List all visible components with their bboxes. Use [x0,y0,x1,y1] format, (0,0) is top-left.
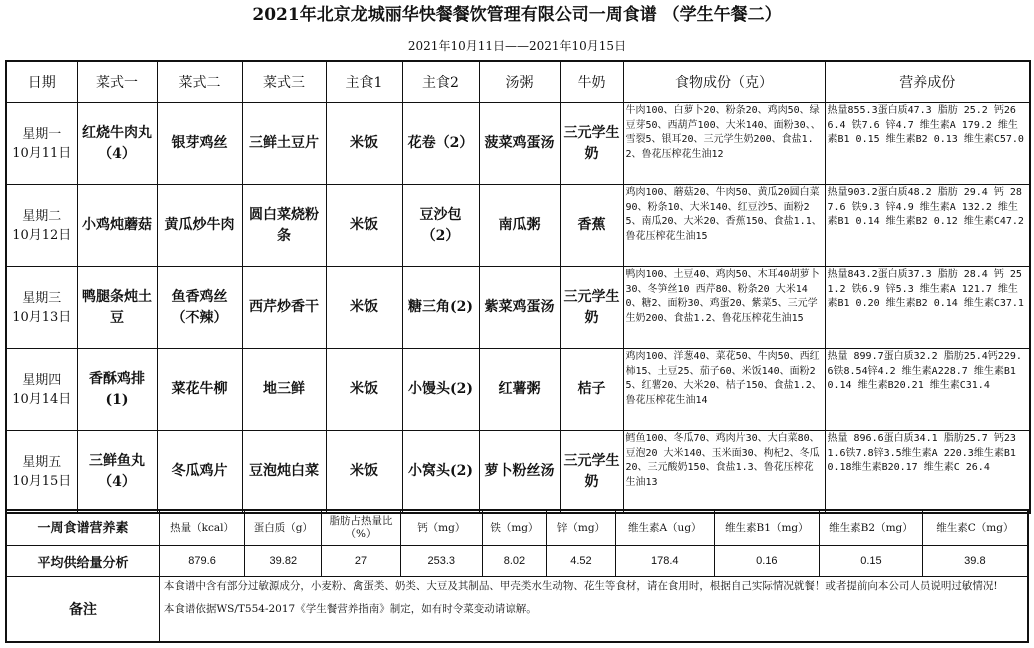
soup-cell: 紫菜鸡蛋汤 [479,267,560,349]
day-name: 星期五 [22,454,62,470]
summary-header: 维生素B1（mg） [714,510,820,546]
header-milk: 牛奶 [560,61,623,103]
header-staple2: 主食2 [402,61,479,103]
date-range: 2021年10月11日——2021年10月15日 [407,39,627,53]
table-row [6,431,1030,514]
nutrition-cell: 热量843.2蛋白质37.3 脂肪 28.4 钙 251.2 铁6.9 锌5.3 维生素A 121.7 维生素B1 0.20 维生素B2 0.14 维生素C37.1 [825,267,1030,349]
header-dish1: 菜式一 [77,61,157,103]
staple2-cell: 小馒头(2) [402,349,479,431]
soup-cell: 红薯粥 [479,349,560,431]
soup-cell: 南瓜粥 [479,185,560,267]
summary-header: 热量（kcal） [159,510,244,546]
summary-value: 178.4 [616,546,715,577]
notes-row [6,577,1028,643]
header-ingredients: 食物成份（克） [623,61,825,103]
staple2-cell: 糖三角(2) [402,267,479,349]
summary-value: 8.02 [482,546,546,577]
summary-header: 维生素B2（mg） [820,510,923,546]
notes-label: 备注 [6,577,159,643]
ingredients-cell: 鸭肉100、土豆40、鸡肉50、木耳40胡萝卜30、冬笋丝10 西芹80、粉条20 大米140、糖2、面粉30、鸡蛋20、紫菜5、三元学生奶200、食盐1.2、鲁花压榨花生油15 [623,267,825,349]
nutrition-cell: 热量 899.7蛋白质32.2 脂肪25.4钙229.6铁8.54锌4.2 维生素A228.7 维生素B10.14 维生素B20.21 维生素C31.4 [825,349,1030,431]
header-dish2: 菜式二 [157,61,242,103]
dish1-cell: 香酥鸡排(1) [77,349,157,431]
ingredients-cell: 牛肉100、白萝卜20、粉条20、鸡肉50、绿豆芽50、西葫芦100、大米140、面粉30、、雪裂5、银耳20、三元学生奶200、食盐1.2、鲁花压榨花生油12 [623,103,825,185]
dish2-cell: 菜花牛柳 [157,349,242,431]
nutrition-cell: 热量903.2蛋白质48.2 脂肪 29.4 钙 287.6 铁9.3 锌4.9 维生素A 132.2 维生素B1 0.14 维生素B2 0.12 维生素C47.2 [825,185,1030,267]
allergen-note: 本食谱中含有部分过敏源成分，小麦粉、禽蛋类、奶类、大豆及其制品、甲壳类水生动物、花生等食材，请在食用时，根据自己实际情况就餐！或者提前向本公司人员说明过敏情况! [163,580,998,592]
header-dish3: 菜式三 [242,61,326,103]
summary-value: 879.6 [159,546,244,577]
dish2-cell: 冬瓜鸡片 [157,431,242,514]
staple1-cell: 米饭 [326,185,402,267]
day-date: 10月14日 [12,391,72,407]
nutrition-summary-table [5,509,1029,643]
dish1-cell: 红烧牛肉丸（4） [77,103,157,185]
staple1-cell: 米饭 [326,267,402,349]
notes-content [159,577,1028,643]
dish2-cell: 银芽鸡丝 [157,103,242,185]
day-cell [6,267,77,349]
table-row [6,267,1030,349]
table-row [6,103,1030,185]
dish1-cell: 鸭腿条炖土豆 [77,267,157,349]
summary-header: 维生素C（mg） [922,510,1028,546]
ingredients-cell: 鳕鱼100、冬瓜70、鸡肉片30、大白菜80、豆泡20 大米140、玉米面30、枸杞2、冬瓜20、三元酸奶150、食盐1.3、鲁花压榨花生油13 [623,431,825,514]
day-cell [6,349,77,431]
milk-cell: 桔子 [560,349,623,431]
summary-header: 维生素A（ug） [616,510,715,546]
table-row [6,185,1030,267]
header-staple1: 主食1 [326,61,402,103]
day-cell [6,431,77,514]
summary-header-row [6,510,1028,546]
menu-header-row [6,61,1030,103]
dish3-cell: 三鲜土豆片 [242,103,326,185]
nutrition-cell: 热量 896.6蛋白质34.1 脂肪25.7 钙231.6铁7.8锌3.5维生素A 220.3维生素B1 0.18维生素B20.17 维生素C 26.4 [825,431,1030,514]
day-date: 10月13日 [12,309,72,325]
staple2-cell: 花卷（2） [402,103,479,185]
staple1-cell: 米饭 [326,431,402,514]
staple2-cell: 小窝头(2) [402,431,479,514]
day-name: 星期三 [22,290,62,306]
summary-label-top: 一周食谱营养素 [6,510,159,546]
day-name: 星期二 [22,208,62,224]
ingredients-cell: 鸡肉100、蘑菇20、牛肉50、黄瓜20圆白菜90、粉条10、大米140、红豆沙5、面粉25、南瓜20、大米20、香蕉150、食盐1.1、鲁花压榨花生油15 [623,185,825,267]
milk-cell: 香蕉 [560,185,623,267]
day-name: 星期四 [22,372,62,388]
weekly-menu-table [5,60,1031,514]
dish1-cell: 小鸡炖蘑菇 [77,185,157,267]
summary-value: 4.52 [546,546,615,577]
dish1-cell: 三鲜鱼丸（4） [77,431,157,514]
dish3-cell: 地三鲜 [242,349,326,431]
summary-value: 27 [322,546,400,577]
summary-header: 锌（mg） [546,510,615,546]
summary-header: 蛋白质（g） [245,510,322,546]
header-nutrition: 营养成份 [825,61,1030,103]
dish2-cell: 黄瓜炒牛肉 [157,185,242,267]
summary-value: 39.82 [245,546,322,577]
summary-value: 0.16 [714,546,820,577]
dish3-cell: 豆泡炖白菜 [242,431,326,514]
summary-value: 39.8 [922,546,1028,577]
soup-cell: 萝卜粉丝汤 [479,431,560,514]
dish3-cell: 圆白菜烧粉条 [242,185,326,267]
summary-label-bottom: 平均供给量分析 [6,546,159,577]
day-cell [6,185,77,267]
milk-cell: 三元学生奶 [560,103,623,185]
header-date: 日期 [6,61,77,103]
table-row [6,349,1030,431]
page-title: 2021年北京龙城丽华快餐餐饮管理有限公司一周食谱 （学生午餐二） [252,5,782,25]
soup-cell: 菠菜鸡蛋汤 [479,103,560,185]
header-soup: 汤粥 [479,61,560,103]
day-name: 星期一 [22,126,62,142]
dish2-cell: 鱼香鸡丝（不辣） [157,267,242,349]
staple1-cell: 米饭 [326,349,402,431]
summary-header: 脂肪占热量比（%） [322,510,400,546]
day-cell [6,103,77,185]
summary-value: 0.15 [820,546,923,577]
summary-header: 铁（mg） [482,510,546,546]
summary-value: 253.3 [400,546,482,577]
summary-value-row [6,546,1028,577]
day-date: 10月11日 [12,145,72,161]
guideline-note: 本食谱依据WS/T554-2017《学生餐营养指南》制定，如有时令菜变动请谅解。 [163,603,537,615]
nutrition-cell: 热量855.3蛋白质47.3 脂肪 25.2 钙266.4 铁7.6 锌4.7 维生素A 179.2 维生素B1 0.15 维生素B2 0.13 维生素C57.0 [825,103,1030,185]
milk-cell: 三元学生奶 [560,431,623,514]
summary-header: 钙（mg） [400,510,482,546]
day-date: 10月12日 [12,227,72,243]
dish3-cell: 西芹炒香干 [242,267,326,349]
ingredients-cell: 鸡肉100、洋葱40、菜花50、牛肉50、西红柿15、土豆25、茄子60、米饭140、面粉25、红薯20、大米20、桔子150、食盐1.2、鲁花压榨花生油14 [623,349,825,431]
staple2-cell: 豆沙包（2） [402,185,479,267]
staple1-cell: 米饭 [326,103,402,185]
milk-cell: 三元学生奶 [560,267,623,349]
day-date: 10月15日 [12,473,72,489]
